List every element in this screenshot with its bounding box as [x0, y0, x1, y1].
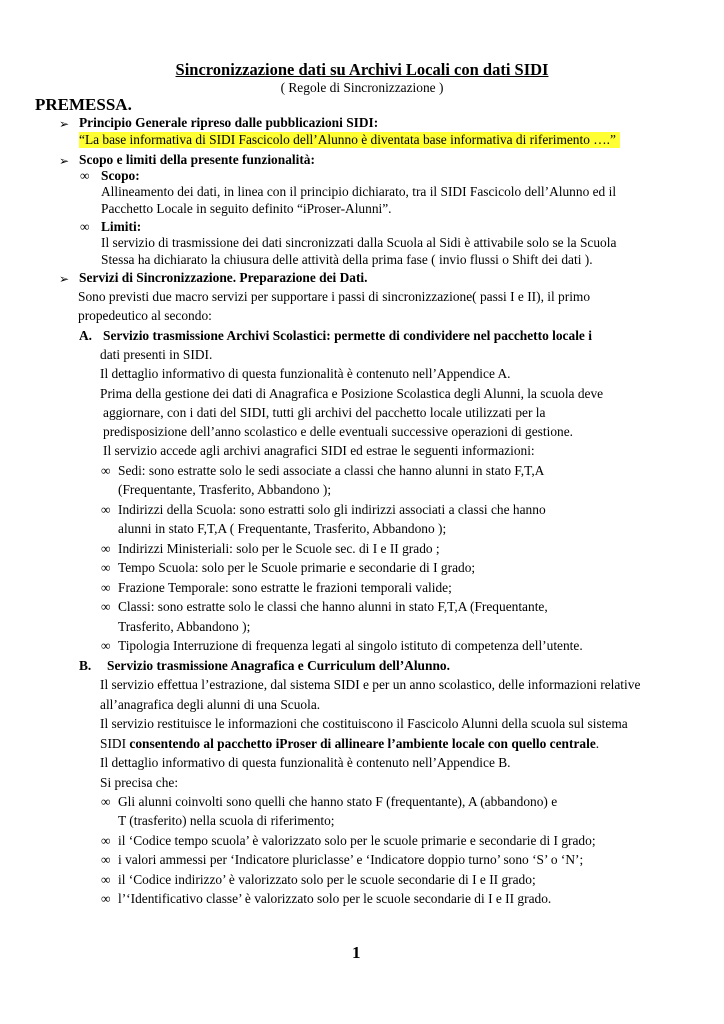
list-item-indirizzi-cont: alunni in stato F,T,A ( Frequentante, Trasferito, Abbandono );: [118, 521, 447, 536]
infinity-bullet-icon: ∞: [101, 638, 111, 653]
infinity-bullet-icon: ∞: [101, 560, 111, 575]
section-a-line: Il dettaglio informativo di questa funzionalità è contenuto nell’Appendice A.: [100, 366, 511, 381]
infinity-bullet-icon: ∞: [101, 599, 111, 614]
list-item-indicatori: i valori ammessi per ‘Indicatore pluriclasse’ e ‘Indicatore doppio turno’ sono ‘S’ o ‘N’;: [118, 852, 584, 867]
infinity-bullet-icon: ∞: [101, 794, 111, 809]
page-number: 1: [352, 943, 361, 962]
highlighted-quote: “La base informativa di SIDI Fascicolo dell’Alunno è diventata base informativa di riferimento ….”: [79, 132, 620, 148]
list-item-codice-indirizzo: il ‘Codice indirizzo’ è valorizzato solo per le scuole secondarie di I e II grado;: [118, 872, 536, 887]
section-b-line-part: .: [595, 736, 600, 751]
limiti-text-line: Stessa ha dichiarato la chiusura delle attività della prima fase ( invio flussi o Shift dei dati ).: [101, 252, 593, 267]
list-item-codice-tempo: il ‘Codice tempo scuola’ è valorizzato solo per le scuole primarie e secondarie di I grado;: [118, 833, 596, 848]
servizi-intro-line: propedeutico al secondo:: [78, 308, 212, 323]
section-b-line-mixed: [100, 736, 599, 752]
section-b-line: Il dettaglio informativo di questa funzionalità è contenuto nell’Appendice B.: [100, 755, 511, 770]
document-subtitle: ( Regole di Sincronizzazione ): [280, 80, 444, 95]
list-item-frazione-temporale: Frazione Temporale: sono estratte le frazioni temporali valide;: [118, 580, 452, 595]
list-item-tipologia: Tipologia Interruzione di frequenza legati al singolo istituto di competenza dell’utente.: [118, 638, 583, 653]
section-b-line: Si precisa che:: [100, 775, 179, 790]
arrow-bullet-icon: ➢: [59, 117, 70, 131]
section-scopo-limiti-title: Scopo e limiti della presente funzionalità:: [79, 152, 315, 167]
scopo-text-line: Pacchetto Locale in seguito definito “iProser-Alunni”.: [101, 201, 392, 216]
infinity-bullet-icon: ∞: [101, 872, 111, 887]
premessa-heading: PREMESSA.: [35, 95, 132, 114]
limiti-text-line: Il servizio di trasmissione dei dati sincronizzati dalla Scuola al Sidi è attivabile solo se la Scuola: [101, 235, 617, 250]
infinity-bullet-icon: ∞: [101, 541, 111, 556]
infinity-bullet-icon: ∞: [80, 168, 90, 183]
section-a-marker: A.: [79, 328, 93, 343]
section-a-line: predisposizione dell’anno scolastico e delle eventuali successive operazioni di gestione.: [103, 424, 574, 439]
list-item-alunni-cont: T (trasferito) nella scuola di riferimento;: [118, 813, 335, 828]
infinity-bullet-icon: ∞: [101, 502, 111, 517]
section-b-marker: B.: [79, 658, 92, 673]
section-a-line: Prima della gestione dei dati di Anagrafica e Posizione Scolastica degli Alunni, la scuola deve: [100, 386, 604, 401]
list-item-classi-cont: Trasferito, Abbandono );: [118, 619, 251, 634]
section-b-line: Il servizio restituisce le informazioni che costituiscono il Fascicolo Alunni della scuola sul sistema: [100, 716, 628, 731]
section-servizi-title: Servizi di Sincronizzazione. Preparazione dei Dati.: [79, 270, 368, 285]
section-b-bold-phrase: consentendo al pacchetto iProser di allineare l’ambiente locale con quello centrale: [129, 736, 596, 751]
scopo-label: Scopo:: [101, 168, 140, 183]
list-item-alunni: Gli alunni coinvolti sono quelli che hanno stato F (frequentante), A (abbandono) e: [118, 794, 558, 809]
infinity-bullet-icon: ∞: [101, 580, 111, 595]
infinity-bullet-icon: ∞: [80, 219, 90, 234]
servizi-intro-line: Sono previsti due macro servizi per supportare i passi di sincronizzazione( passi I e II), il primo: [78, 289, 591, 304]
list-item-indirizzi: Indirizzi della Scuola: sono estratti solo gli indirizzi associati a classi che hanno: [118, 502, 546, 517]
section-a-line: aggiornare, con i dati del SIDI, tutti gli archivi del pacchetto locale utilizzati per la: [103, 405, 546, 420]
infinity-bullet-icon: ∞: [101, 852, 111, 867]
section-a-title: Servizio trasmissione Archivi Scolastici: permette di condividere nel pacchetto locale i: [103, 328, 592, 343]
section-principio-title: Principio Generale ripreso dalle pubblicazioni SIDI:: [79, 115, 379, 130]
list-item-tempo-scuola: Tempo Scuola: solo per le Scuole primarie e secondarie di I grado;: [118, 560, 476, 575]
infinity-bullet-icon: ∞: [101, 833, 111, 848]
section-b-line-part: SIDI: [100, 736, 130, 751]
list-item-sedi-cont: (Frequentante, Trasferito, Abbandono );: [118, 482, 332, 497]
section-b-line: Il servizio effettua l’estrazione, dal sistema SIDI e per un anno scolastico, delle informazioni relative: [100, 677, 641, 692]
section-b-line: all’anagrafica degli alunni di una Scuola.: [100, 697, 321, 712]
arrow-bullet-icon: ➢: [59, 272, 70, 286]
section-a-line: dati presenti in SIDI.: [100, 347, 213, 362]
infinity-bullet-icon: ∞: [101, 891, 111, 906]
limiti-label: Limiti:: [101, 219, 142, 234]
section-a-line: Il servizio accede agli archivi anagrafici SIDI ed estrae le seguenti informazioni:: [103, 443, 535, 458]
list-item-identificativo-classe: l’‘Identificativo classe’ è valorizzato solo per le scuole secondarie di I e II grado.: [118, 891, 552, 906]
infinity-bullet-icon: ∞: [101, 463, 111, 478]
list-item-indirizzi-ministeriali: Indirizzi Ministeriali: solo per le Scuole sec. di I e II grado ;: [118, 541, 440, 556]
section-b-title: Servizio trasmissione Anagrafica e Curriculum dell’Alunno.: [107, 658, 450, 673]
arrow-bullet-icon: ➢: [59, 154, 70, 168]
list-item-classi: Classi: sono estratte solo le classi che hanno alunni in stato F,T,A (Frequentante,: [118, 599, 548, 614]
list-item-sedi: Sedi: sono estratte solo le sedi associate a classi che hanno alunni in stato F,T,A: [118, 463, 545, 478]
document-title: Sincronizzazione dati su Archivi Locali con dati SIDI: [175, 60, 549, 79]
scopo-text-line: Allineamento dei dati, in linea con il principio dichiarato, tra il SIDI Fascicolo dell’Alunno ed il: [101, 184, 617, 199]
